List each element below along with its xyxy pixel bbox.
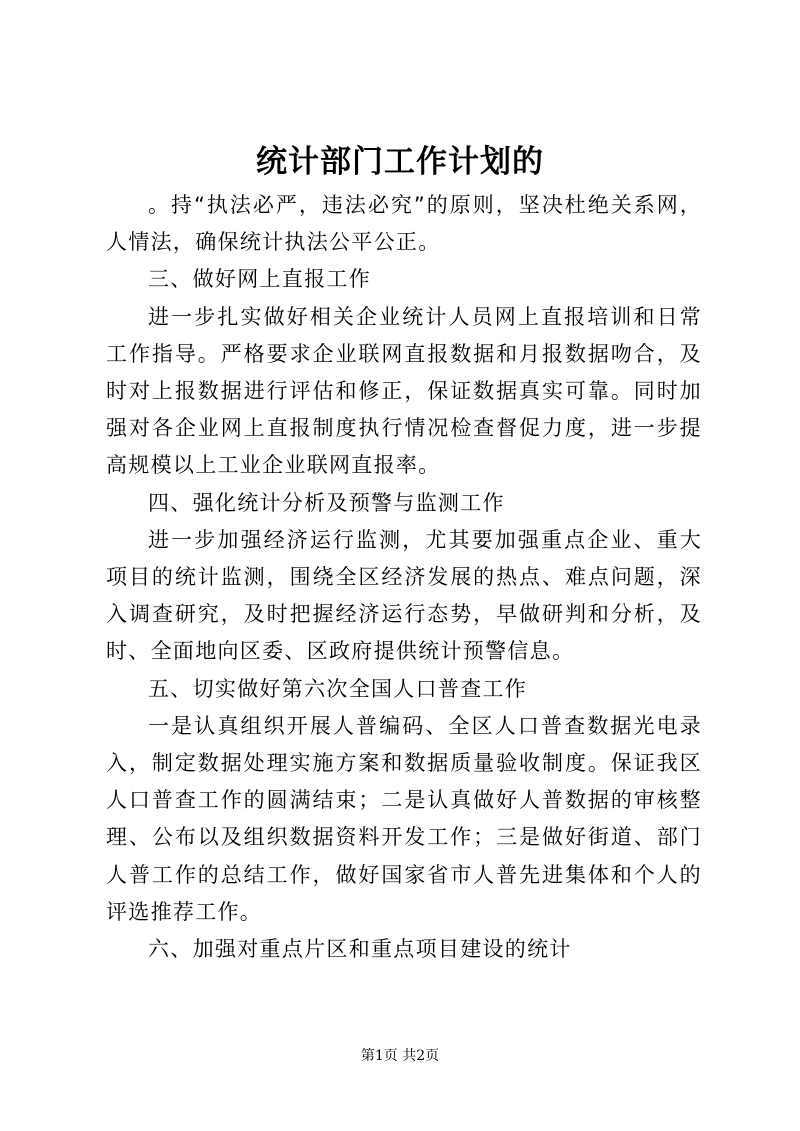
section-heading: 五、切实做好第六次全国人口普查工作 xyxy=(148,676,528,701)
paragraph: 一是认真组织开展人普编码、全区人口普查数据光电录入，制定数据处理实施方案和数据质量验收制度。保证我区人口普查工作的圆满结束；二是认真做好人普数据的审核整理、公布以及组织数据资料开发工作；三是做好街道、部门人普工作的总结工作，做好国家省市人普先进集体和个人的评选推荐工作。 xyxy=(106,713,702,924)
paragraph: 。持“执法必严，违法必究”的原则，坚决杜绝关系网，人情法，确保统计执法公平公正。 xyxy=(106,193,702,255)
section-heading: 三、做好网上直报工作 xyxy=(148,267,371,292)
paragraph: 进一步扎实做好相关企业统计人员网上直报培训和日常工作指导。严格要求企业联网直报数据和月报数据吻合，及时对上报数据进行评估和修正，保证数据真实可靠。同时加强对各企业网上直报制度执行情况检查督促力度，进一步提高规模以上工业企业联网直报率。 xyxy=(106,304,702,478)
page-footer: 第1页 共2页 xyxy=(360,1048,440,1064)
section-heading: 四、强化统计分析及预警与监测工作 xyxy=(148,490,505,515)
paragraph: 进一步加强经济运行监测，尤其要加强重点企业、重大项目的统计监测，围绕全区经济发展的热点、难点问题，深入调查研究，及时把握经济运行态势，早做研判和分析，及时、全面地向区委、区政府提供统计预警信息。 xyxy=(106,527,702,664)
section-heading: 六、加强对重点片区和重点项目建设的统计 xyxy=(148,937,572,962)
page-title: 统计部门工作计划的 xyxy=(256,144,544,180)
document-body xyxy=(106,187,702,968)
